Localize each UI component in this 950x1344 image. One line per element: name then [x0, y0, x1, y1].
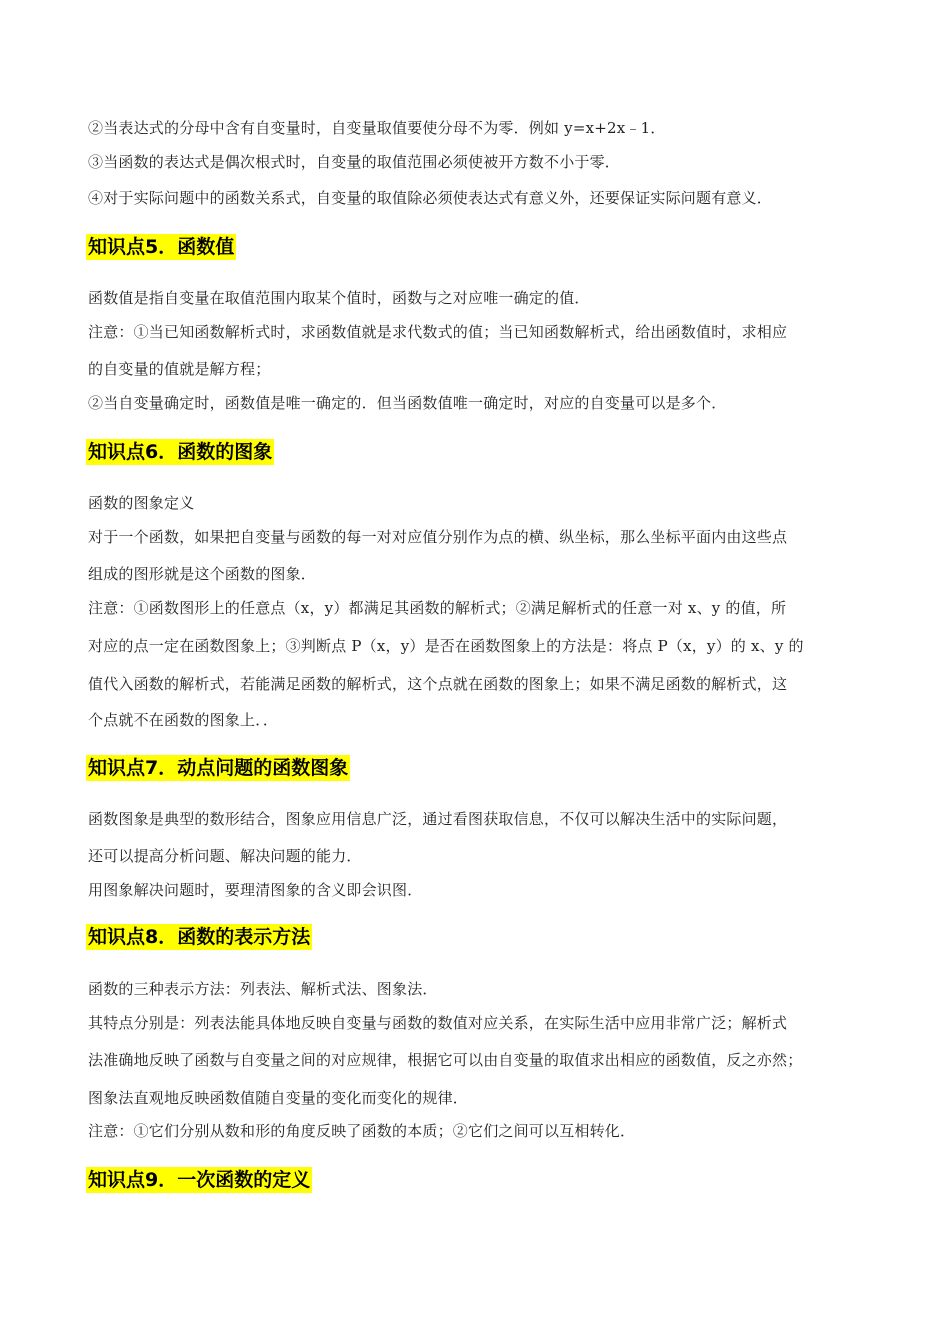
paragraph-line: ④对于实际问题中的函数关系式，自变量的取值除必须使表达式有意义外，还要保证实际问题有意义． [88, 189, 773, 207]
paragraph-line: 的自变量的值就是解方程； [88, 360, 271, 378]
paragraph-line: 用图象解决问题时，要理清图象的含义即会识图． [88, 881, 423, 899]
paragraph-line: 函数的三种表示方法：列表法、解析式法、图象法． [88, 980, 438, 998]
paragraph-line: ②当自变量确定时，函数值是唯一确定的．但当函数值唯一确定时，对应的自变量可以是多个． [88, 394, 727, 412]
paragraph-line: 对应的点一定在函数图象上；③判断点 P（x，y）是否在函数图象上的方法是：将点 P（x，y）的 x、y 的 [88, 637, 804, 655]
paragraph-line: 注意：①当已知函数解析式时，求函数值就是求代数式的值；当已知函数解析式，给出函数值时，求相应 [88, 323, 788, 341]
paragraph-line: 函数值是指自变量在取值范围内取某个值时，函数与之对应唯一确定的值． [88, 289, 590, 307]
paragraph-line: 还可以提高分析问题、解决问题的能力． [88, 847, 362, 865]
paragraph-line: 注意：①它们分别从数和形的角度反映了函数的本质；②它们之间可以互相转化． [88, 1122, 636, 1140]
paragraph-line: 函数图象是典型的数形结合，图象应用信息广泛，通过看图获取信息，不仅可以解决生活中的实际问题， [88, 810, 788, 828]
section-heading: 知识点7．动点问题的函数图象 [88, 757, 349, 779]
paragraph-line: 对于一个函数，如果把自变量与函数的每一对对应值分别作为点的横、纵坐标，那么坐标平面内由这些点 [88, 528, 788, 546]
paragraph-line: 其特点分别是：列表法能具体地反映自变量与函数的数值对应关系，在实际生活中应用非常广泛；解析式 [88, 1014, 788, 1032]
paragraph-line: 个点就不在函数的图象上．． [88, 711, 279, 729]
paragraph-line: 值代入函数的解析式，若能满足函数的解析式，这个点就在函数的图象上；如果不满足函数的解析式，这 [88, 675, 788, 693]
paragraph-line: 组成的图形就是这个函数的图象． [88, 565, 317, 583]
section-heading: 知识点5．函数值 [88, 236, 235, 258]
paragraph-line: 图象法直观地反映函数值随自变量的变化而变化的规律． [88, 1089, 469, 1107]
paragraph-line: ②当表达式的分母中含有自变量时，自变量取值要使分母不为零．例如 y=x+2x﹣1． [88, 119, 666, 137]
paragraph-line: ③当函数的表达式是偶次根式时，自变量的取值范围必须使被开方数不小于零． [88, 153, 621, 171]
paragraph-line: 函数的图象定义 [88, 494, 195, 512]
section-heading: 知识点8．函数的表示方法 [88, 926, 311, 948]
section-heading: 知识点6．函数的图象 [88, 441, 273, 463]
paragraph-line: 注意：①函数图形上的任意点（x，y）都满足其函数的解析式；②满足解析式的任意一对 x、y 的值，所 [88, 599, 787, 617]
paragraph-line: 法准确地反映了函数与自变量之间的对应规律，根据它可以由自变量的取值求出相应的函数值，反之亦然； [88, 1051, 803, 1069]
section-heading: 知识点9．一次函数的定义 [88, 1169, 311, 1191]
